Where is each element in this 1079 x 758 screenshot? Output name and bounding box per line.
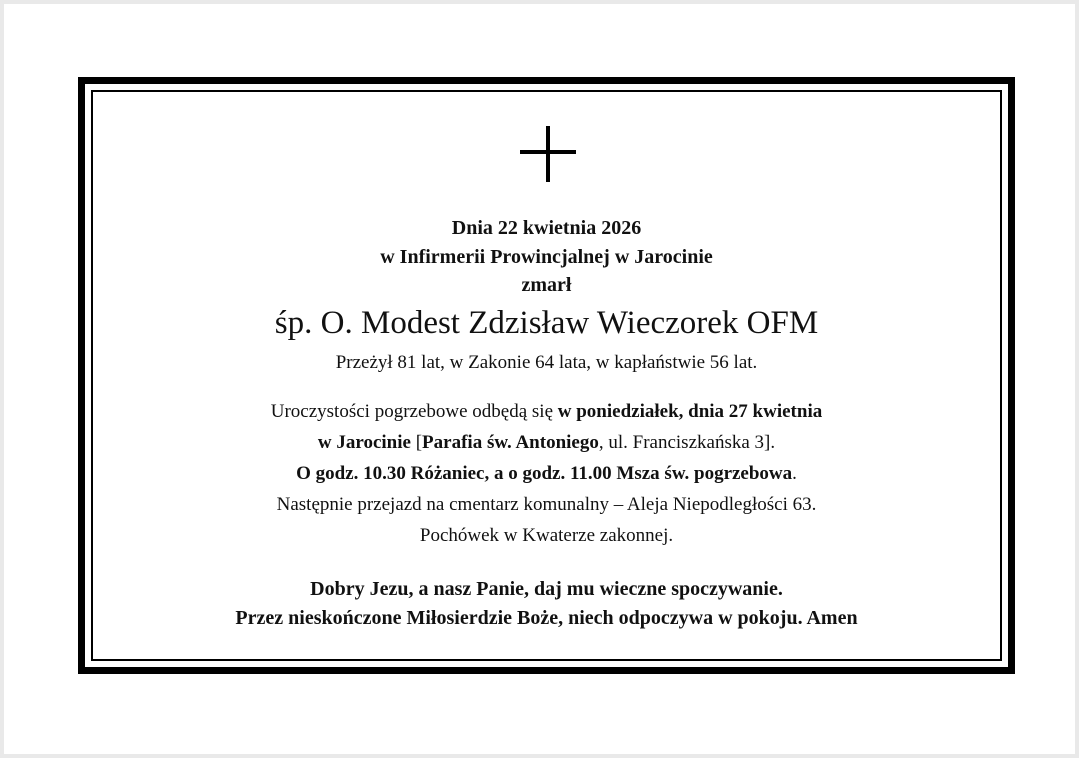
life-summary: Przeżył 81 lat, w Zakonie 64 lata, w kapłaństwie 56 lat. — [335, 352, 758, 373]
funeral-intro-text: Uroczystości pogrzebowe odbędą się — [270, 401, 558, 422]
funeral-line-2 — [85, 432, 1008, 454]
funeral-line-3 — [85, 463, 1008, 485]
died-line: zmarł — [521, 274, 572, 296]
funeral-town-text: w Jarocinie — [317, 432, 411, 453]
service-times-period: . — [792, 463, 797, 484]
service-times-text: O godz. 10.30 Różaniec, a o godz. 11.00 Msza św. pogrzebowa — [296, 463, 793, 484]
prayer-line-2: Przez nieskończone Miłosierdzie Boże, niech odpoczywa w pokoju. Amen — [235, 607, 858, 629]
cross-icon — [520, 126, 576, 182]
mourning-frame-outer — [78, 77, 1015, 674]
bracket-open-text: [ — [410, 432, 423, 453]
funeral-line-1 — [85, 401, 1008, 423]
deceased-name: śp. O. Modest Zdzisław Wieczorek OFM — [274, 305, 819, 341]
funeral-line-4: Następnie przejazd na cmentarz komunalny – Aleja Niepodległości 63. — [276, 494, 817, 515]
document-page — [4, 4, 1075, 754]
prayer-line-1: Dobry Jezu, a nasz Panie, daj mu wieczne spoczywanie. — [310, 578, 783, 600]
parish-name-text: Parafia św. Antoniego — [422, 432, 599, 453]
date-line: Dnia 22 kwietnia 2026 — [451, 217, 642, 239]
parish-address-text: , ul. Franciszkańska 3]. — [598, 432, 776, 453]
funeral-line-5: Pochówek w Kwaterze zakonnej. — [419, 525, 674, 546]
funeral-date-text: w poniedziałek, dnia 27 kwietnia — [557, 401, 823, 422]
place-line: w Infirmerii Prowincjalnej w Jarocinie — [380, 246, 713, 268]
